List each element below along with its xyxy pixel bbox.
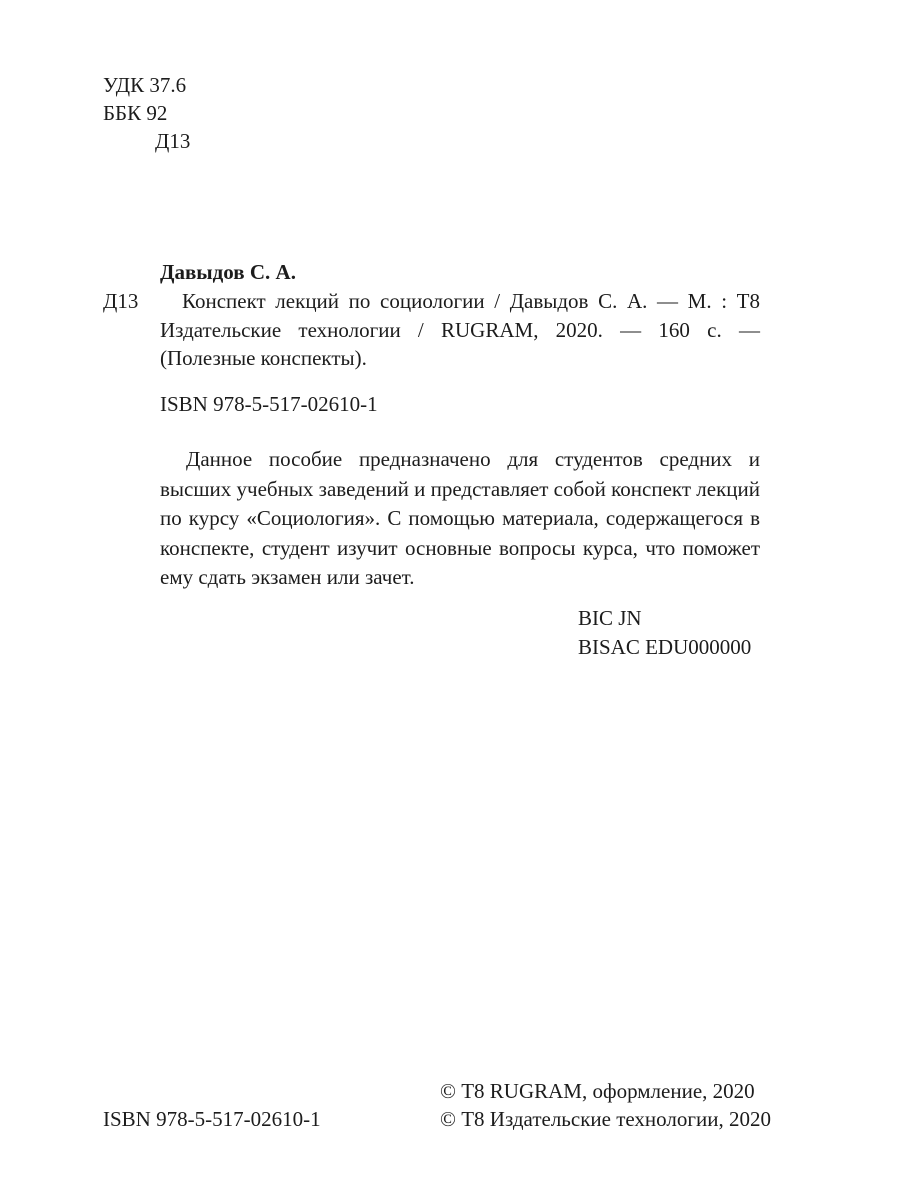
bibliographic-description xyxy=(160,287,760,373)
copyright-line: © Т8 Издательские технологии, 2020 xyxy=(440,1107,771,1131)
copyright-block xyxy=(440,1077,771,1133)
bbk-code: ББК 92 xyxy=(103,101,168,125)
annotation-paragraph: Данное пособие предназначено для студентов средних и высших учебных заведений и представляет собой конспект лекций по курсу «Социология». С помощью материала, содержащегося в конспекте, студент изучит основные вопросы курса, что поможет ему сдать экзамен или зачет. xyxy=(160,447,760,589)
bic-code: BIC JN xyxy=(578,606,642,630)
footer-isbn: ISBN 978-5-517-02610-1 xyxy=(103,1107,321,1131)
bisac-code: BISAC EDU000000 xyxy=(578,635,752,659)
udk-code: УДК 37.6 xyxy=(103,73,187,97)
entry-author-mark: Д13 xyxy=(103,289,139,313)
catalog-block xyxy=(103,71,190,155)
classification-codes xyxy=(578,604,751,662)
author-mark: Д13 xyxy=(155,129,191,153)
bibliographic-text: Конспект лекций по социологии / Давыдов С. А. — М. : Т8 Издательские технологии / RUGRAM, 2020. — 160 с. — (Полезные конспекты). xyxy=(160,289,760,370)
isbn: ISBN 978-5-517-02610-1 xyxy=(160,392,378,416)
copyright-line: © Т8 RUGRAM, оформление, 2020 xyxy=(440,1079,755,1103)
author-name: Давыдов С. А. xyxy=(160,260,296,284)
